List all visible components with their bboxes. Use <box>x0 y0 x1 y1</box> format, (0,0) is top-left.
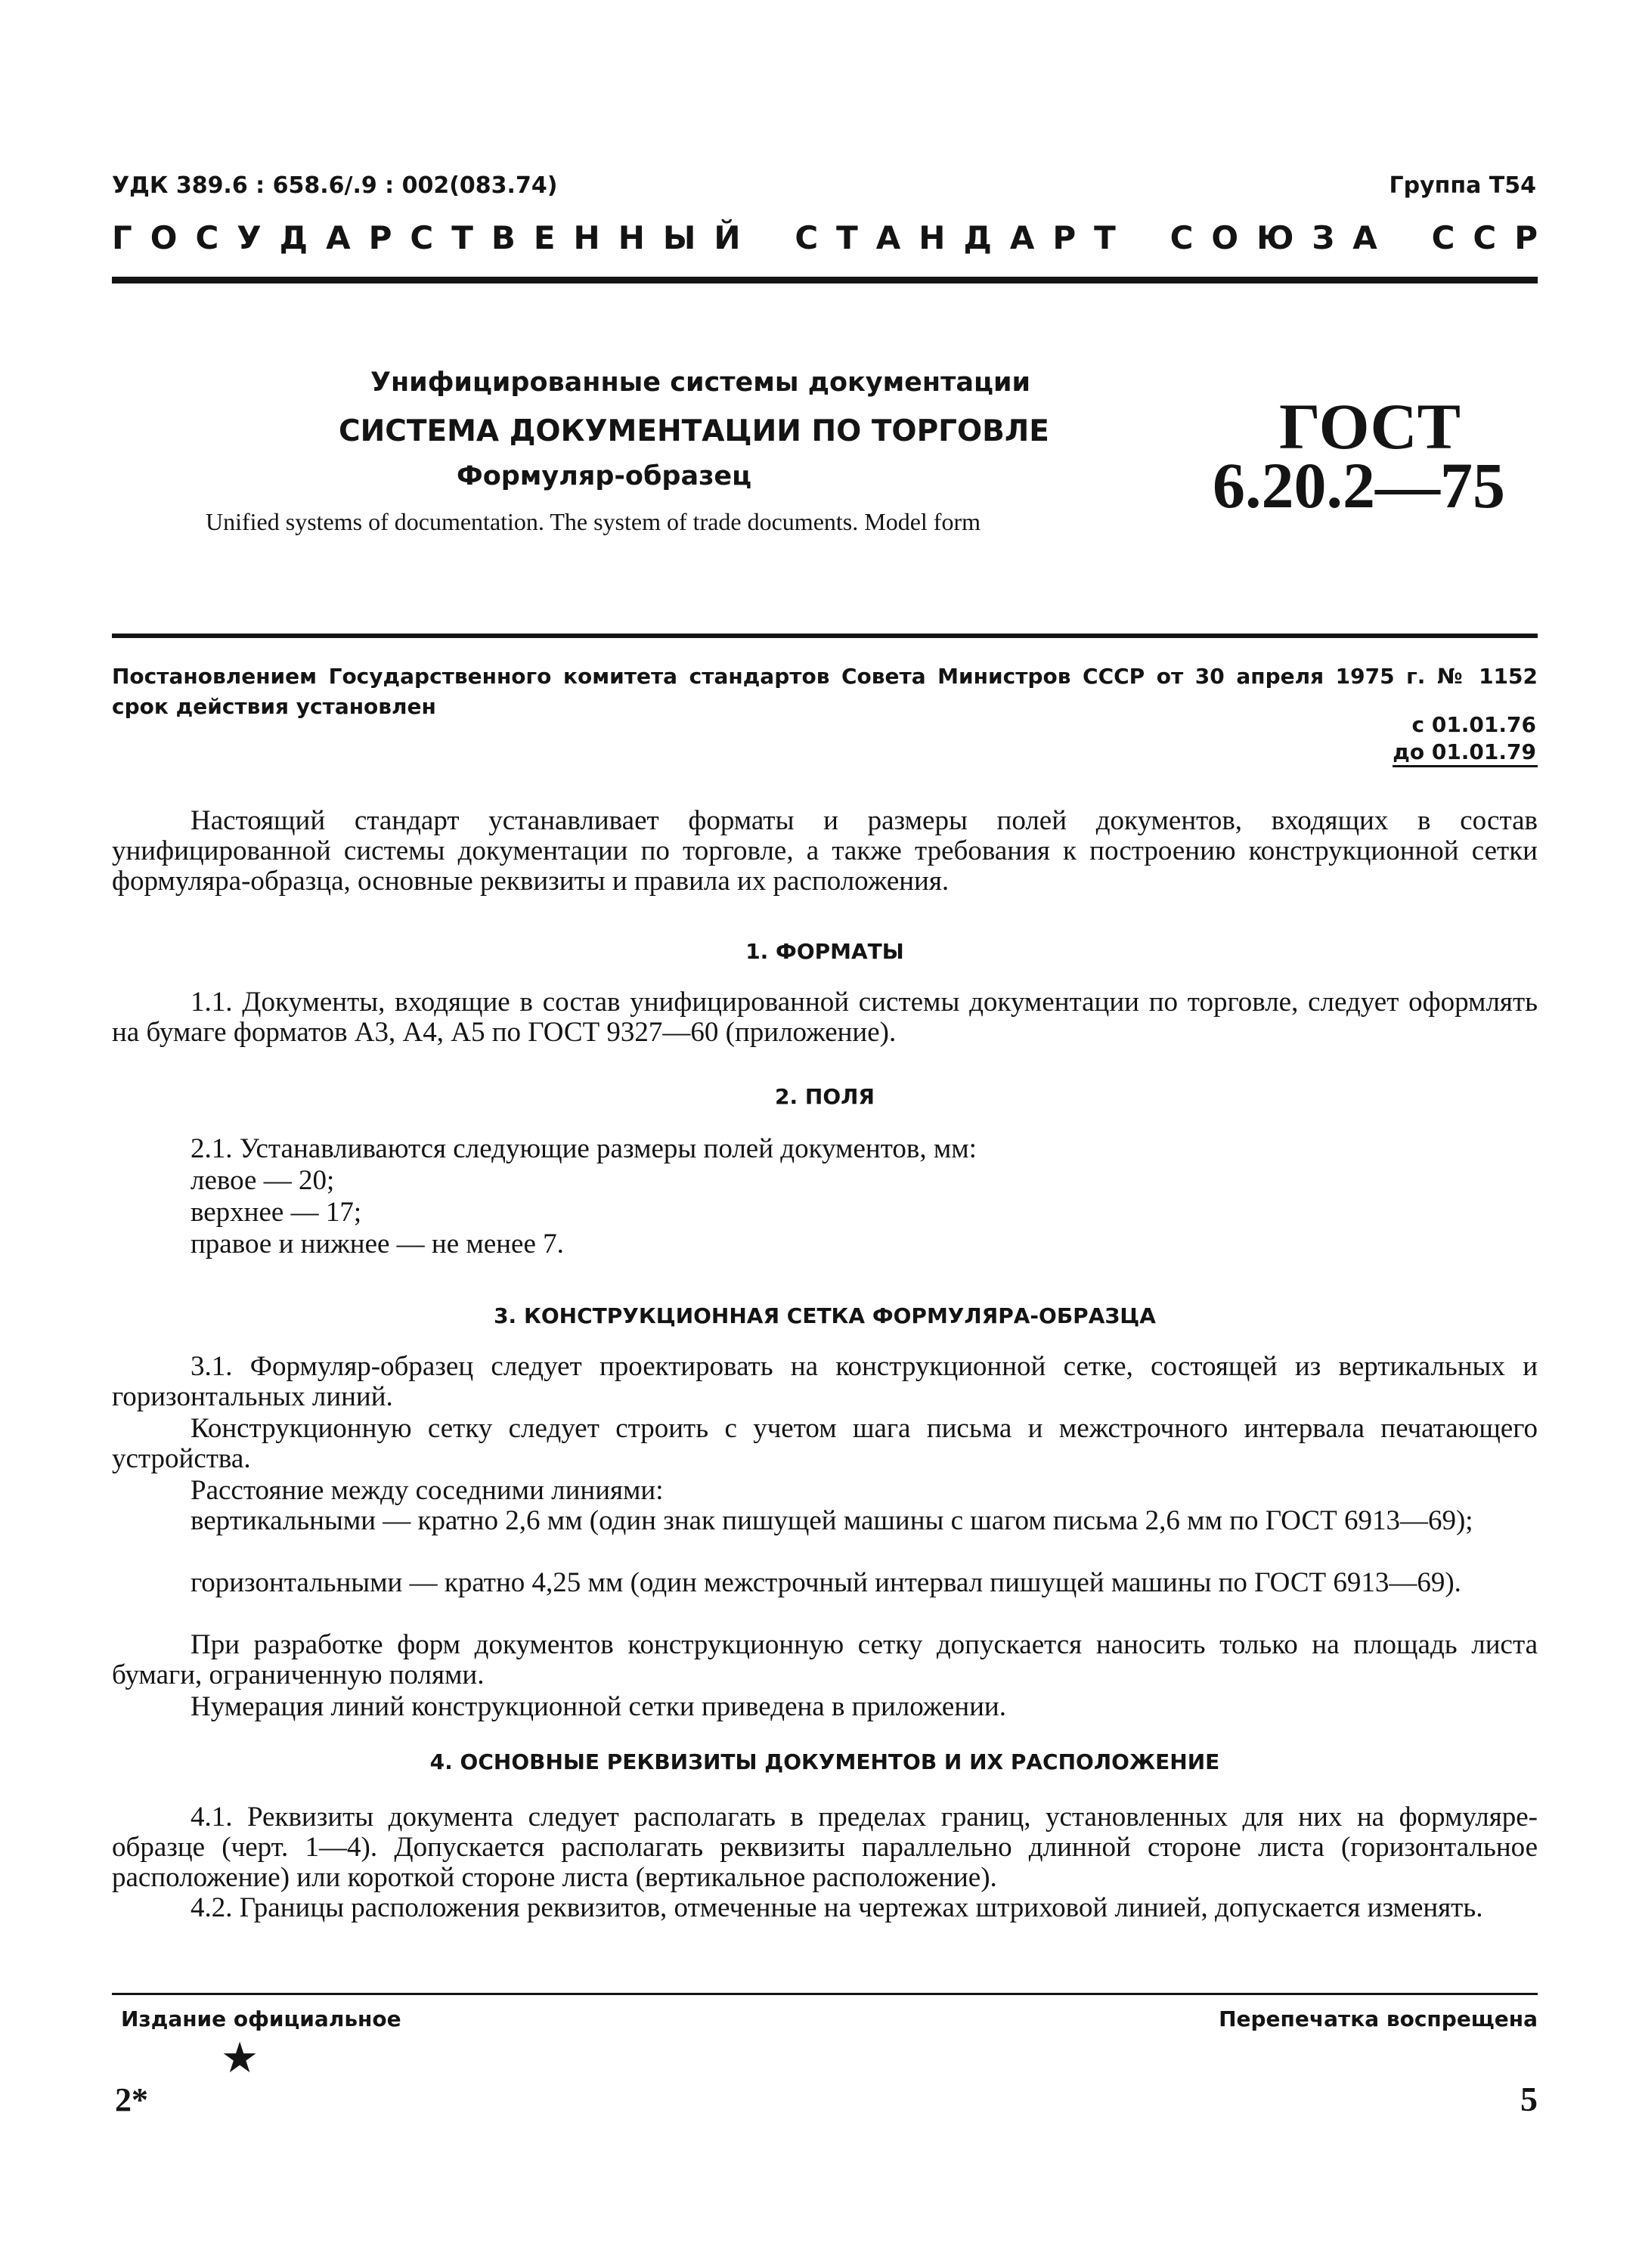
validity-label: срок действия установлен <box>112 694 436 719</box>
margin-item: левое — 20; <box>191 1165 335 1196</box>
english-title: Unified systems of documentation. The system of trade documents. Model form <box>206 508 981 535</box>
section-rule <box>112 634 1538 638</box>
state-standard-banner <box>112 219 1556 256</box>
intro-paragraph: Настоящий стандарт устанавливает форматы и размеры полей документов, входящих в состав унифицированной системы документации по торговле, а также требования к построению конструкционной сетки формуляра-образца, основные реквизиты и правила их расположения. <box>112 805 1538 897</box>
edition-note: Издание официальное <box>121 2006 401 2031</box>
banner-word: СОЮЗА <box>1170 219 1396 256</box>
paragraph: При разработке форм документов конструкционную сетку допускается наносить только на площадь листа бумаги, ограниченную полями. <box>112 1629 1538 1690</box>
footer-rule <box>112 1993 1538 1995</box>
udc-code: УДК 389.6 : 658.6/.9 : 002(083.74) <box>112 172 558 199</box>
paragraph: Расстояние между соседними линиями: <box>191 1475 664 1506</box>
document-title: СИСТЕМА ДОКУМЕНТАЦИИ ПО ТОРГОВЛЕ <box>339 414 1049 448</box>
page-number: 5 <box>1520 2080 1538 2118</box>
date-underline <box>1393 765 1538 767</box>
paragraph: горизонтальными — кратно 4,25 мм (один межстрочный интервал пишущей машины по ГОСТ 6913—69). <box>191 1567 1461 1598</box>
paragraph: 3.1. Формуляр-образец следует проектировать на конструкционной сетке, состоящей из вертикальных и горизонтальных линий. <box>112 1351 1538 1412</box>
document-subtitle: Формуляр-образец <box>457 461 752 491</box>
gost-number: 6.20.2—75 <box>1213 449 1505 522</box>
section-heading: 2. ПОЛЯ <box>775 1084 875 1109</box>
decree-text: Постановлением Государственного комитета стандартов Совета Министров СССР от 30 апреля 1975 г. № 1152 <box>112 664 1538 689</box>
paragraph: Нумерация линий конструкционной сетки приведена в приложении. <box>191 1691 1006 1722</box>
banner-word: СТАНДАРТ <box>795 219 1134 256</box>
sheet-mark: 2* <box>115 2081 148 2118</box>
paragraph: вертикальными — кратно 2,6 мм (один знак пишущей машины с шагом письма 2,6 мм по ГОСТ 6913—69); <box>191 1505 1473 1536</box>
valid-to-date: до 01.01.79 <box>1393 739 1536 764</box>
section-heading: 1. ФОРМАТЫ <box>745 939 904 964</box>
section-heading: 4. ОСНОВНЫЕ РЕКВИЗИТЫ ДОКУМЕНТОВ И ИХ РАСПОЛОЖЕНИЕ <box>429 1749 1220 1774</box>
paragraph: Конструкционную сетку следует строить с учетом шага письма и межстрочного интервала печатающего устройства. <box>112 1413 1538 1474</box>
banner-word: ССР <box>1431 219 1556 256</box>
margin-item: правое и нижнее — не менее 7. <box>191 1228 564 1259</box>
valid-from-date: с 01.01.76 <box>1411 712 1536 737</box>
star-icon: ★ <box>221 2034 259 2083</box>
reprint-note: Перепечатка воспрещена <box>1219 2006 1538 2031</box>
paragraph: 2.1. Устанавливаются следующие размеры полей документов, мм: <box>191 1133 977 1164</box>
series-title: Унифицированные системы документации <box>370 367 1031 398</box>
paragraph: 4.2. Границы расположения реквизитов, отмеченные на чертежах штриховой линией, допускается изменять. <box>191 1892 1483 1923</box>
margin-item: верхнее — 17; <box>191 1197 362 1228</box>
paragraph: 1.1. Документы, входящие в состав унифицированной системы документации по торговле, следует оформлять на бумаге форматов А3, А4, А5 по ГОСТ 9327—60 (приложение). <box>112 987 1538 1048</box>
banner-word: ГОСУДАРСТВЕННЫЙ <box>112 219 759 256</box>
section-heading: 3. КОНСТРУКЦИОННАЯ СЕТКА ФОРМУЛЯРА-ОБРАЗЦА <box>494 1303 1156 1328</box>
top-rule <box>112 277 1538 284</box>
gost-label: ГОСТ <box>1279 390 1461 463</box>
group-code: Группа Т54 <box>1389 172 1536 199</box>
paragraph: 4.1. Реквизиты документа следует располагать в пределах границ, установленных для них на формуляре-образце (черт. 1—4). Допускается располагать реквизиты параллельно длинной стороне листа (горизонтальное расположение) или короткой стороне листа (вертикальное расположение). <box>112 1802 1538 1893</box>
